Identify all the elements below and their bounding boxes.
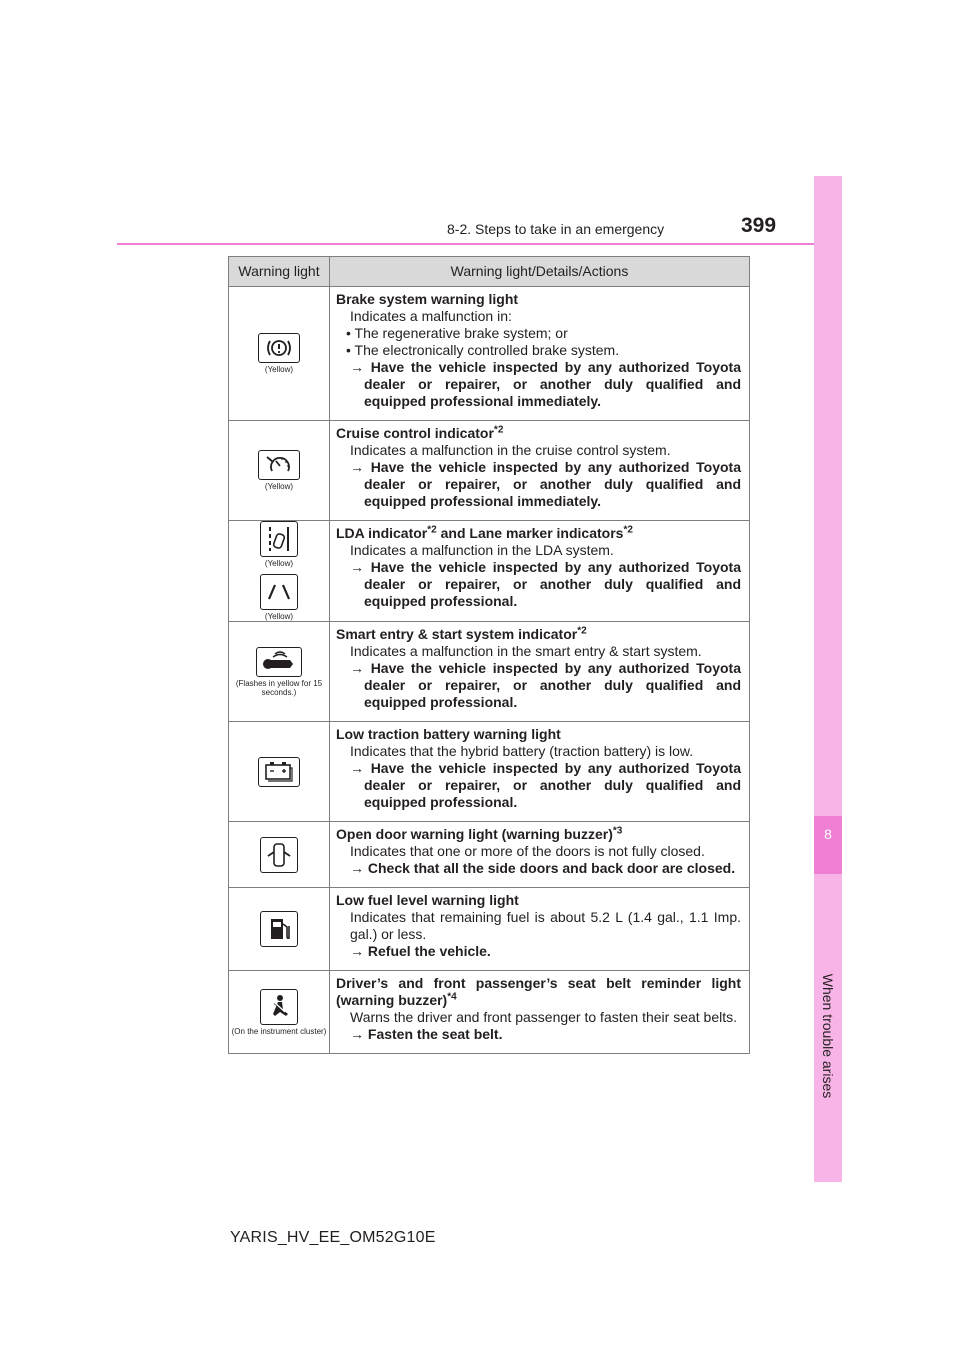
chapter-number: 8 — [824, 826, 832, 842]
table-row — [229, 421, 750, 521]
row-detail: Indicates that the hybrid battery (traction battery) is low. — [350, 743, 694, 759]
col-header-warning-light: Warning light — [229, 257, 330, 287]
row-action: → Have the vehicle inspected by any authorized Toyota dealer or repairer, or another duly qualified and equipped professional. — [350, 660, 741, 710]
row-title: Low fuel level warning light — [336, 892, 519, 908]
table-row — [229, 622, 750, 722]
icon-caption: (Yellow) — [264, 559, 294, 568]
table-row — [229, 971, 750, 1054]
row-action: → Have the vehicle inspected by any authorized Toyota dealer or repairer, or another duly qualified and equipped professional. — [350, 760, 741, 810]
icon-caption: (Yellow) — [264, 482, 294, 491]
seat-belt-icon — [260, 989, 298, 1025]
icon-caption: (Yellow) — [264, 365, 294, 374]
row-title: Smart entry & start system indicator$^{*2}$ — [336, 625, 587, 642]
row-action: → Fasten the seat belt. — [350, 1026, 503, 1042]
row-detail: Indicates that one or more of the doors is not fully closed. — [350, 843, 705, 859]
row-action: → Check that all the side doors and back door are closed. — [350, 860, 736, 876]
row-title: Open door warning light (warning buzzer)$^{*3}$ — [336, 825, 623, 842]
chapter-title: When trouble arises — [820, 973, 836, 1099]
icon-caption: (Flashes in yellow for 15 seconds.) — [235, 678, 323, 697]
row-title: Brake system warning light — [336, 291, 519, 307]
section-title: 8-2. Steps to take in an emergency — [447, 221, 665, 237]
row-title: LDA indicator$^{*2}$ and Lane marker indicators$^{*2}$ — [336, 524, 633, 541]
row-action: → Refuel the vehicle. — [350, 943, 491, 959]
chapter-number-box — [814, 816, 842, 874]
row-action: → Have the vehicle inspected by any authorized Toyota dealer or repairer, or another duly qualified and equipped professional immediately. — [350, 359, 741, 409]
lane-marker-icon — [260, 574, 298, 610]
row-detail: Indicates a malfunction in the cruise control system. — [350, 442, 671, 458]
lda-icon — [260, 521, 298, 557]
header-rule — [117, 243, 814, 245]
open-door-icon — [260, 837, 298, 873]
table-row — [229, 287, 750, 421]
page-number: 399 — [741, 214, 777, 237]
col-header-details: Warning light/Details/Actions — [330, 257, 750, 287]
row-detail: Indicates a malfunction in the smart entry & start system. — [350, 643, 702, 659]
table-row — [229, 521, 750, 622]
table-header-row — [229, 257, 750, 287]
brake-warning-icon — [258, 333, 300, 363]
row-bullet: • The electronically controlled brake system. — [346, 342, 620, 358]
row-action: → Have the vehicle inspected by any authorized Toyota dealer or repairer, or another duly qualified and equipped professional. — [350, 559, 741, 609]
table-row — [229, 722, 750, 822]
icon-caption: (Yellow) — [264, 612, 294, 621]
row-bullet: • The regenerative brake system; or — [346, 325, 568, 341]
cruise-control-icon — [258, 450, 300, 480]
warning-light-table — [228, 256, 750, 1054]
fuel-pump-icon — [260, 911, 298, 947]
row-detail: Indicates a malfunction in the LDA system. — [350, 542, 614, 558]
row-action: → Have the vehicle inspected by any authorized Toyota dealer or repairer, or another duly qualified and equipped professional immediately. — [350, 459, 741, 509]
row-title: Low traction battery warning light — [336, 726, 561, 742]
row-detail: Indicates that remaining fuel is about 5.2 L (1.4 gal., 1.1 Imp. gal.) or less. — [350, 909, 741, 942]
table-row — [229, 822, 750, 888]
smart-key-icon — [256, 647, 302, 677]
row-title: Cruise control indicator$^{*2}$ — [336, 424, 504, 441]
table-row — [229, 888, 750, 971]
traction-battery-icon — [258, 757, 300, 787]
document-code: YARIS_HV_EE_OM52G10E — [230, 1229, 436, 1246]
row-detail: Warns the driver and front passenger to fasten their seat belts. — [350, 1009, 738, 1025]
row-title: Driver’s and front passenger’s seat belt reminder light (warning buzzer)$^{*4}$ — [336, 975, 741, 1008]
row-detail: Indicates a malfunction in: — [350, 308, 512, 324]
icon-caption: (On the instrument cluster) — [231, 1026, 327, 1036]
